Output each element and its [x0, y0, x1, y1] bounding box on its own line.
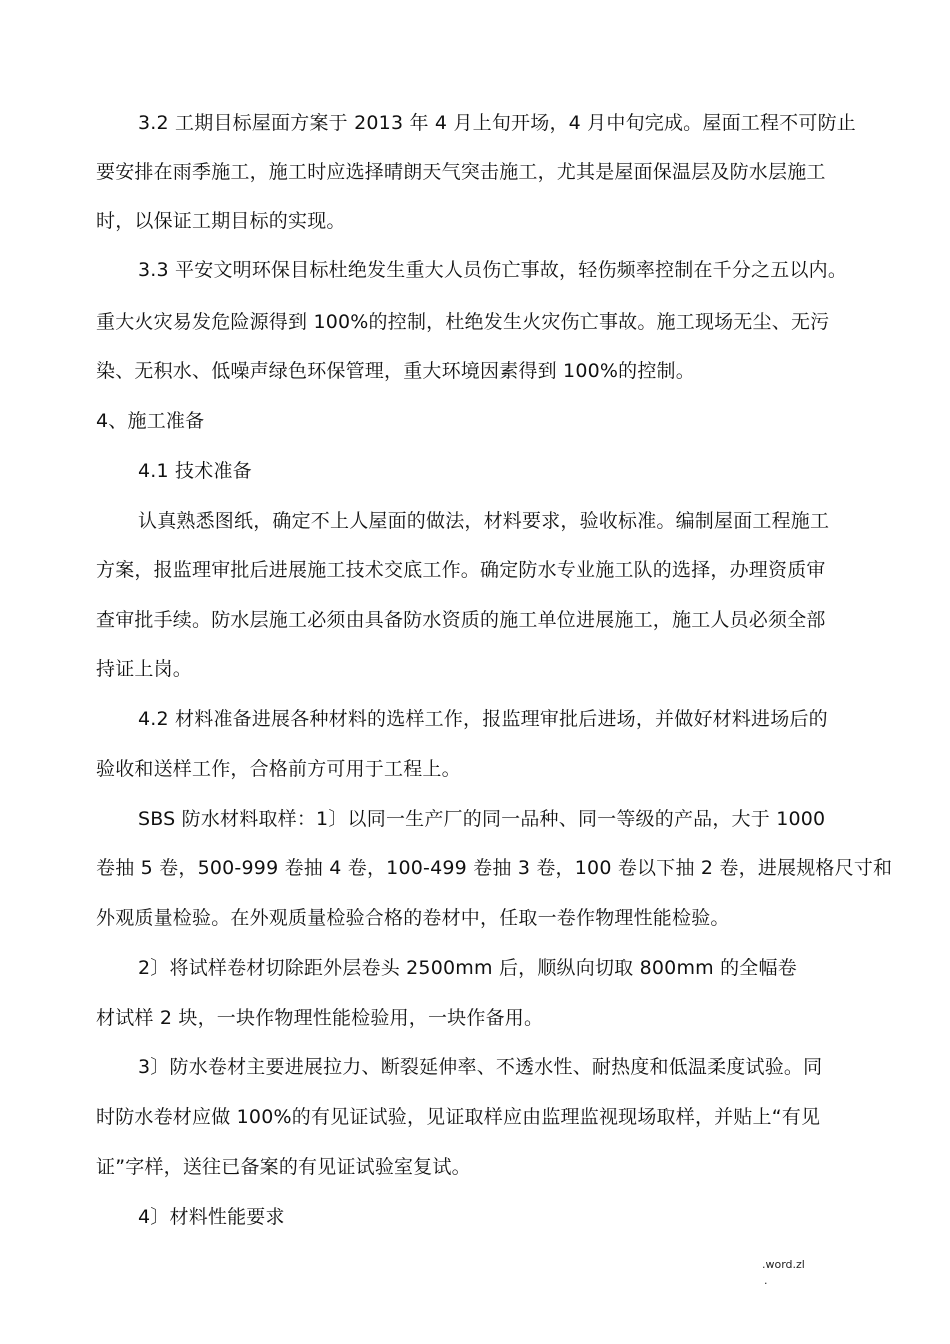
paragraph-line: 材试样 2 块，一块作物理性能检验用，一块作备用。: [96, 1007, 544, 1029]
paragraph-line: 3.2 工期目标屋面方案于 2013 年 4 月上旬开场，4 月中旬完成。屋面工程不可防止: [138, 112, 856, 134]
subsection-heading: 4〕材料性能要求: [138, 1206, 285, 1228]
paragraph-line: 4.2 材料准备进展各种材料的选样工作，报监理审批后进场，并做好材料进场后的: [138, 708, 828, 730]
paragraph-line: 证”字样，送往已备案的有见证试验室复试。: [96, 1156, 471, 1178]
section-heading: 4、施工准备: [96, 410, 205, 432]
paragraph-line: 时，以保证工期目标的实现。: [96, 210, 346, 232]
paragraph-line: 认真熟悉图纸，确定不上人屋面的做法，材料要求，验收标准。编制屋面工程施工: [138, 510, 830, 532]
subsection-heading: 4.1 技术准备: [138, 460, 252, 482]
footer-dot: .: [764, 1274, 768, 1287]
paragraph-line: 染、无积水、低噪声绿色环保管理，重大环境因素得到 100%的控制。: [96, 360, 695, 382]
paragraph-line: 3.3 平安文明环保目标杜绝发生重大人员伤亡事故，轻伤频率控制在千分之五以内。: [138, 259, 848, 281]
paragraph-line: 外观质量检验。在外观质量检验合格的卷材中，任取一卷作物理性能检验。: [96, 907, 730, 929]
paragraph-line: 2〕将试样卷材切除距外层卷头 2500mm 后，顺纵向切取 800mm 的全幅卷: [138, 957, 797, 979]
paragraph-line: 重大火灾易发危险源得到 100%的控制，杜绝发生火灾伤亡事故。施工现场无尘、无污: [96, 311, 830, 333]
paragraph-line: SBS 防水材料取样：1〕以同一生产厂的同一品种、同一等级的产品，大于 1000: [138, 808, 826, 830]
paragraph-line: 验收和送样工作，合格前方可用于工程上。: [96, 758, 461, 780]
paragraph-line: 卷抽 5 卷，500-999 卷抽 4 卷，100-499 卷抽 3 卷，100 卷以下抽 2 卷，进展规格尺寸和: [96, 857, 893, 879]
paragraph-line: 时防水卷材应做 100%的有见证试验，见证取样应由监理监视现场取样，并贴上“有见: [96, 1106, 821, 1128]
paragraph-line: 要安排在雨季施工，施工时应选择晴朗天气突击施工，尤其是屋面保温层及防水层施工: [96, 161, 826, 183]
footer-text: .word.zl: [762, 1258, 805, 1271]
paragraph-line: 查审批手续。防水层施工必须由具备防水资质的施工单位进展施工，施工人员必须全部: [96, 609, 826, 631]
paragraph-line: 3〕防水卷材主要进展拉力、断裂延伸率、不透水性、耐热度和低温柔度试验。同: [138, 1056, 823, 1078]
paragraph-line: 持证上岗。: [96, 658, 193, 680]
paragraph-line: 方案，报监理审批后进展施工技术交底工作。确定防水专业施工队的选择，办理资质审: [96, 559, 826, 581]
